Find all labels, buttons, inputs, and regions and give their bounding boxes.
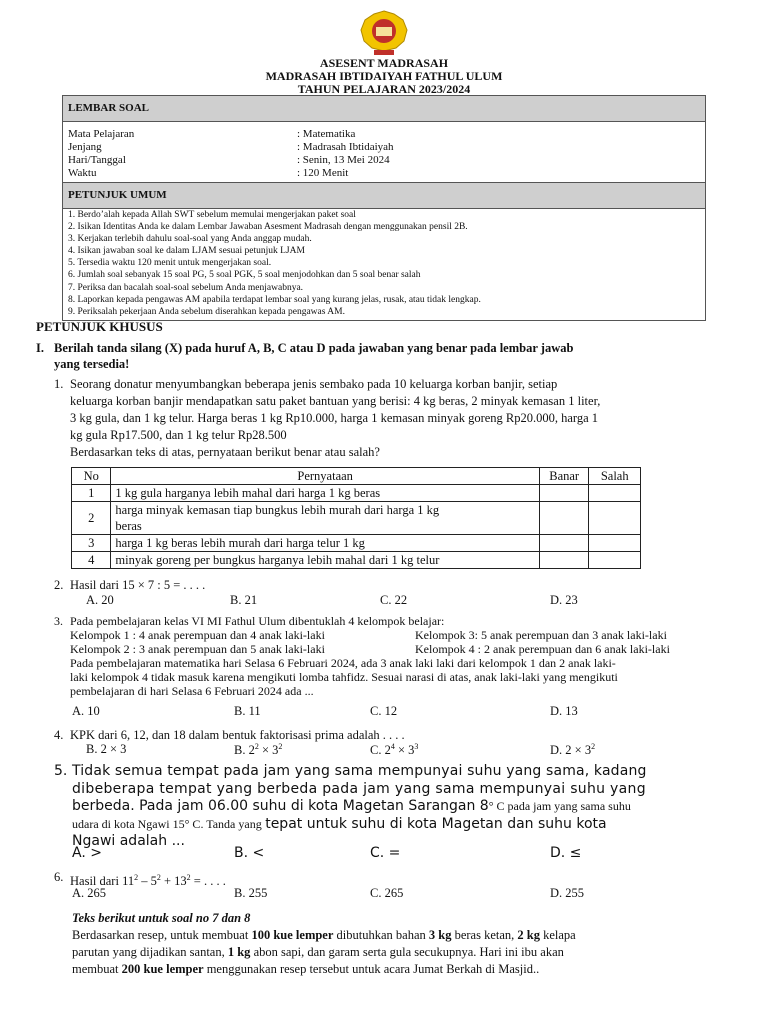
option-c[interactable]: C. = — [370, 845, 401, 861]
salah-cell[interactable] — [589, 485, 641, 502]
exponent: 2 — [254, 742, 259, 751]
exponent: 2 — [278, 742, 283, 751]
text-line: Pada pembelajaran kelas VI MI Fathul Ulum dibentuklah 4 kelompok belajar: — [70, 614, 445, 628]
header-line-2: MADRASAH IBTIDAIYAH FATHUL ULUM — [265, 69, 503, 83]
text-part: Hasil dari 11 — [70, 874, 135, 889]
banar-cell[interactable] — [539, 485, 589, 502]
table-row — [72, 485, 641, 502]
option-b[interactable]: B. 255 — [234, 886, 268, 900]
text-part: dibutuhkan bahan — [333, 928, 429, 942]
option-b[interactable]: B. < — [234, 845, 265, 861]
text-line: Pada pembelajaran matematika hari Selasa 6 Februari 2024, ada 3 anak laki laki dari kelompok 1 dan 2 anak laki- — [70, 656, 616, 670]
list-item: 2. Isikan Identitas Anda ke dalam Lembar Jawaban Asesment Madrasah dengan menggunakan pensil 2B. — [68, 222, 468, 233]
text-line: laki kelompok 4 tidak masuk karena mengikuti lomba tahfidz. Sesuai narasi di atas, anak laki-laki yang mengikuti — [70, 670, 618, 684]
section-instruction: Berilah tanda silang (X) pada huruf A, B, C atau D pada jawaban yang benar pada lembar jawab — [54, 341, 574, 355]
question-1-text — [70, 376, 716, 461]
kelompok-2: Kelompok 2 : 3 anak perempuan dan 5 anak laki-laki — [70, 642, 325, 656]
text-line: keluarga korban banjir mendapatkan satu paket bantuan yang berisi: 4 kg beras, 2 minyak kemasan 1 liter, — [70, 394, 601, 408]
text-part: menggunakan resep tersebut untuk acara Jumat Berkah di Masjid.. — [203, 962, 540, 976]
list-item: 9. Periksalah pekerjaan Anda sebelum diserahkan kepada pengawas AM. — [68, 306, 345, 317]
salah-cell[interactable] — [589, 535, 641, 552]
text-line: berbeda. Pada jam 06.00 suhu di kota Magetan Sarangan 8 — [72, 798, 489, 814]
table-row — [72, 535, 641, 552]
question-4-text: KPK dari 6, 12, dan 18 dalam bentuk faktorisasi prima adalah . . . . — [70, 728, 405, 742]
banar-cell[interactable] — [539, 552, 589, 569]
question-number: 3. — [54, 614, 63, 628]
option-text: D. 2 × 3 — [550, 743, 592, 758]
list-item: 7. Periksa dan bacalah soal-soal sebelum Anda menjawabnya. — [68, 282, 304, 293]
option-a[interactable]: A. 10 — [72, 704, 100, 718]
header-no: No — [72, 468, 111, 485]
salah-cell[interactable] — [589, 502, 641, 535]
option-b[interactable]: B. 21 — [230, 593, 258, 607]
text-bold: 1 kg — [227, 945, 251, 959]
reading-title: Teks berikut untuk soal no 7 dan 8 — [72, 911, 251, 925]
exponent: 3 — [414, 742, 419, 751]
text-line: kg gula Rp17.500, dan 1 kg telur Rp28.500 — [70, 428, 287, 442]
option-d[interactable] — [550, 742, 595, 758]
option-d[interactable]: D. 23 — [550, 593, 578, 607]
question-5-text — [72, 763, 722, 851]
text-line: tepat untuk suhu di kota Magetan dan suhu kota — [265, 815, 607, 832]
lembar-soal-title: LEMBAR SOAL — [63, 96, 705, 121]
list-item: 3. Kerjakan terlebih dahulu soal-soal yang Anda anggap mudah. — [68, 234, 312, 245]
info-value: : Senin, 13 Mei 2024 — [297, 154, 390, 166]
question-1-ask: Berdasarkan teks di atas, pernyataan berikut benar atau salah? — [70, 445, 380, 459]
list-item: 8. Laporkan kepada pengawas AM apabila terdapat lembar soal yang kurang jelas, rusak, atau tidak lengkap. — [68, 294, 481, 305]
row-no: 4 — [72, 552, 111, 569]
header-line-1: ASESENT MADRASAH — [319, 56, 449, 70]
table-header-row — [72, 468, 641, 485]
statement-table — [71, 467, 641, 569]
row-text: minyak goreng per bungkus harganya lebih mahal dari 1 kg telur — [111, 552, 540, 569]
option-text: C. 2 — [370, 743, 391, 758]
option-c[interactable]: C. 265 — [370, 886, 404, 900]
row-text: 1 kg gula harganya lebih mahal dari harga 1 kg beras — [111, 485, 540, 502]
list-item: 5. Tersedia waktu 120 menit untuk mengerjakan soal. — [68, 258, 272, 269]
exponent: 2 — [134, 873, 139, 882]
text-line: Ngawi adalah ... — [72, 833, 185, 849]
option-b[interactable]: B. 11 — [234, 704, 261, 718]
text-line: udara di kota Ngawi 15° C. Tanda yang — [72, 816, 262, 831]
kelompok-1: Kelompok 1 : 4 anak perempuan dan 4 anak laki-laki — [70, 628, 325, 642]
row-no: 3 — [72, 535, 111, 552]
text-part: – 5 — [138, 874, 157, 889]
question-number: 5. — [54, 763, 68, 779]
banar-cell[interactable] — [539, 502, 589, 535]
petunjuk-umum-list — [68, 209, 481, 318]
text-part: membuat — [72, 962, 122, 976]
exponent: 2 — [591, 742, 596, 751]
text-line: 3 kg gula, dan 1 kg telur. Harga beras 1 kg Rp10.000, harga 1 kemasan minyak goreng Rp20.000, harga 1 — [70, 411, 599, 425]
section-instruction-cont: yang tersedia! — [54, 357, 130, 371]
banar-cell[interactable] — [539, 535, 589, 552]
option-b[interactable] — [234, 742, 282, 758]
text-part: Berdasarkan resep, untuk membuat — [72, 928, 252, 942]
text-line: Tidak semua tempat pada jam yang sama mempunyai suhu yang sama, kadang — [72, 763, 647, 779]
list-item: 6. Jumlah soal sebanyak 15 soal PG, 5 soal PGK, 5 soal menjodohkan dan 5 soal benar salah — [68, 270, 421, 281]
option-a[interactable]: A. > — [72, 845, 102, 861]
reading-passage — [72, 927, 720, 978]
text-part: + 13 — [160, 874, 187, 889]
kelompok-3: Kelompok 3: 5 anak perempuan dan 3 anak laki-laki — [415, 628, 667, 642]
info-value: : Matematika — [297, 128, 356, 140]
option-c[interactable]: C. 12 — [370, 704, 398, 718]
question-number: 2. — [54, 578, 64, 592]
row-text — [111, 502, 540, 535]
exponent: 4 — [390, 742, 395, 751]
question-3-text — [70, 614, 720, 698]
row-no: 2 — [72, 502, 111, 535]
list-item: 1. Berdo’alah kepada Allah SWT sebelum memulai mengerjakan paket soal — [68, 210, 356, 220]
row-no: 1 — [72, 485, 111, 502]
header-salah: Salah — [589, 468, 641, 485]
option-d[interactable]: D. ≤ — [550, 845, 582, 861]
petunjuk-umum-title: PETUNJUK UMUM — [63, 183, 705, 208]
option-c[interactable]: C. 22 — [380, 593, 408, 607]
option-text: B. 2 — [234, 743, 255, 758]
text-bold: 2 kg — [517, 928, 540, 942]
table-row — [72, 502, 641, 535]
info-label: Mata Pelajaran — [68, 128, 135, 140]
info-label: Waktu — [68, 167, 97, 179]
option-a[interactable]: A. 265 — [72, 886, 107, 900]
option-a[interactable]: A. 20 — [86, 593, 114, 607]
text-part: = . . . . — [190, 874, 226, 889]
text-bold: 3 kg — [428, 928, 452, 942]
list-item: 4. Isikan jawaban soal ke dalam LJAM sesuai petunjuk LJAM — [68, 246, 305, 257]
table-row — [72, 552, 641, 569]
text-line: Seorang donatur menyumbangkan beberapa jenis sembako pada 10 keluarga korban banjir, setiap — [70, 377, 558, 391]
question-number: 6. — [54, 870, 64, 884]
exponent: 2 — [186, 873, 191, 882]
text-part: beras ketan, — [451, 928, 518, 942]
text-bold: 200 kue lemper — [121, 962, 204, 976]
info-label: Jenjang — [68, 141, 102, 153]
header-pernyataan: Pernyataan — [111, 468, 540, 485]
header-banar: Banar — [539, 468, 589, 485]
salah-cell[interactable] — [589, 552, 641, 569]
petunjuk-khusus-title: PETUNJUK KHUSUS — [36, 319, 163, 334]
section-number: I. — [36, 341, 44, 355]
text-bold: 100 kue lemper — [251, 928, 334, 942]
option-a[interactable]: B. 2 × 3 — [86, 742, 127, 756]
question-number: 4. — [54, 728, 64, 742]
text-line: ° C pada jam yang sama suhu — [488, 799, 631, 813]
question-2-text: Hasil dari 15 × 7 : 5 = . . . . — [70, 578, 206, 592]
exponent: 2 — [156, 873, 161, 882]
kelompok-4: Kelompok 4 : 2 anak perempuan dan 6 anak laki-laki — [415, 642, 670, 656]
question-number: 1. — [54, 377, 64, 391]
info-label: Hari/Tanggal — [68, 154, 126, 166]
text-part: kelapa — [539, 928, 576, 942]
row-text-line: beras — [115, 519, 142, 533]
header-line-3: TAHUN PELAJARAN 2023/2024 — [297, 82, 471, 96]
text-part: parutan yang dijadikan santan, — [72, 945, 228, 959]
option-c[interactable] — [370, 742, 418, 758]
row-text: harga 1 kg beras lebih murah dari harga telur 1 kg — [111, 535, 540, 552]
option-text: × 3 — [394, 743, 415, 758]
lembar-soal-box — [62, 95, 706, 321]
option-text: × 3 — [258, 743, 279, 758]
info-value: : 120 Menit — [297, 167, 349, 179]
info-value: : Madrasah Ibtidaiyah — [297, 141, 394, 153]
row-text-line: harga minyak kemasan tiap bungkus lebih murah dari harga 1 kg — [115, 503, 440, 517]
option-d[interactable]: D. 13 — [550, 704, 578, 718]
option-d[interactable]: D. 255 — [550, 886, 585, 900]
text-line: pembelajaran di hari Selasa 6 Februari 2024 ada ... — [70, 684, 314, 698]
text-line: dibeberapa tempat yang berbeda pada jam yang sama mempunyai suhu yang — [72, 780, 646, 797]
text-part: abon sapi, dan garam serta gula secukupnya. Hari ini ibu akan — [250, 945, 564, 959]
madrasah-crest-icon — [358, 10, 410, 56]
